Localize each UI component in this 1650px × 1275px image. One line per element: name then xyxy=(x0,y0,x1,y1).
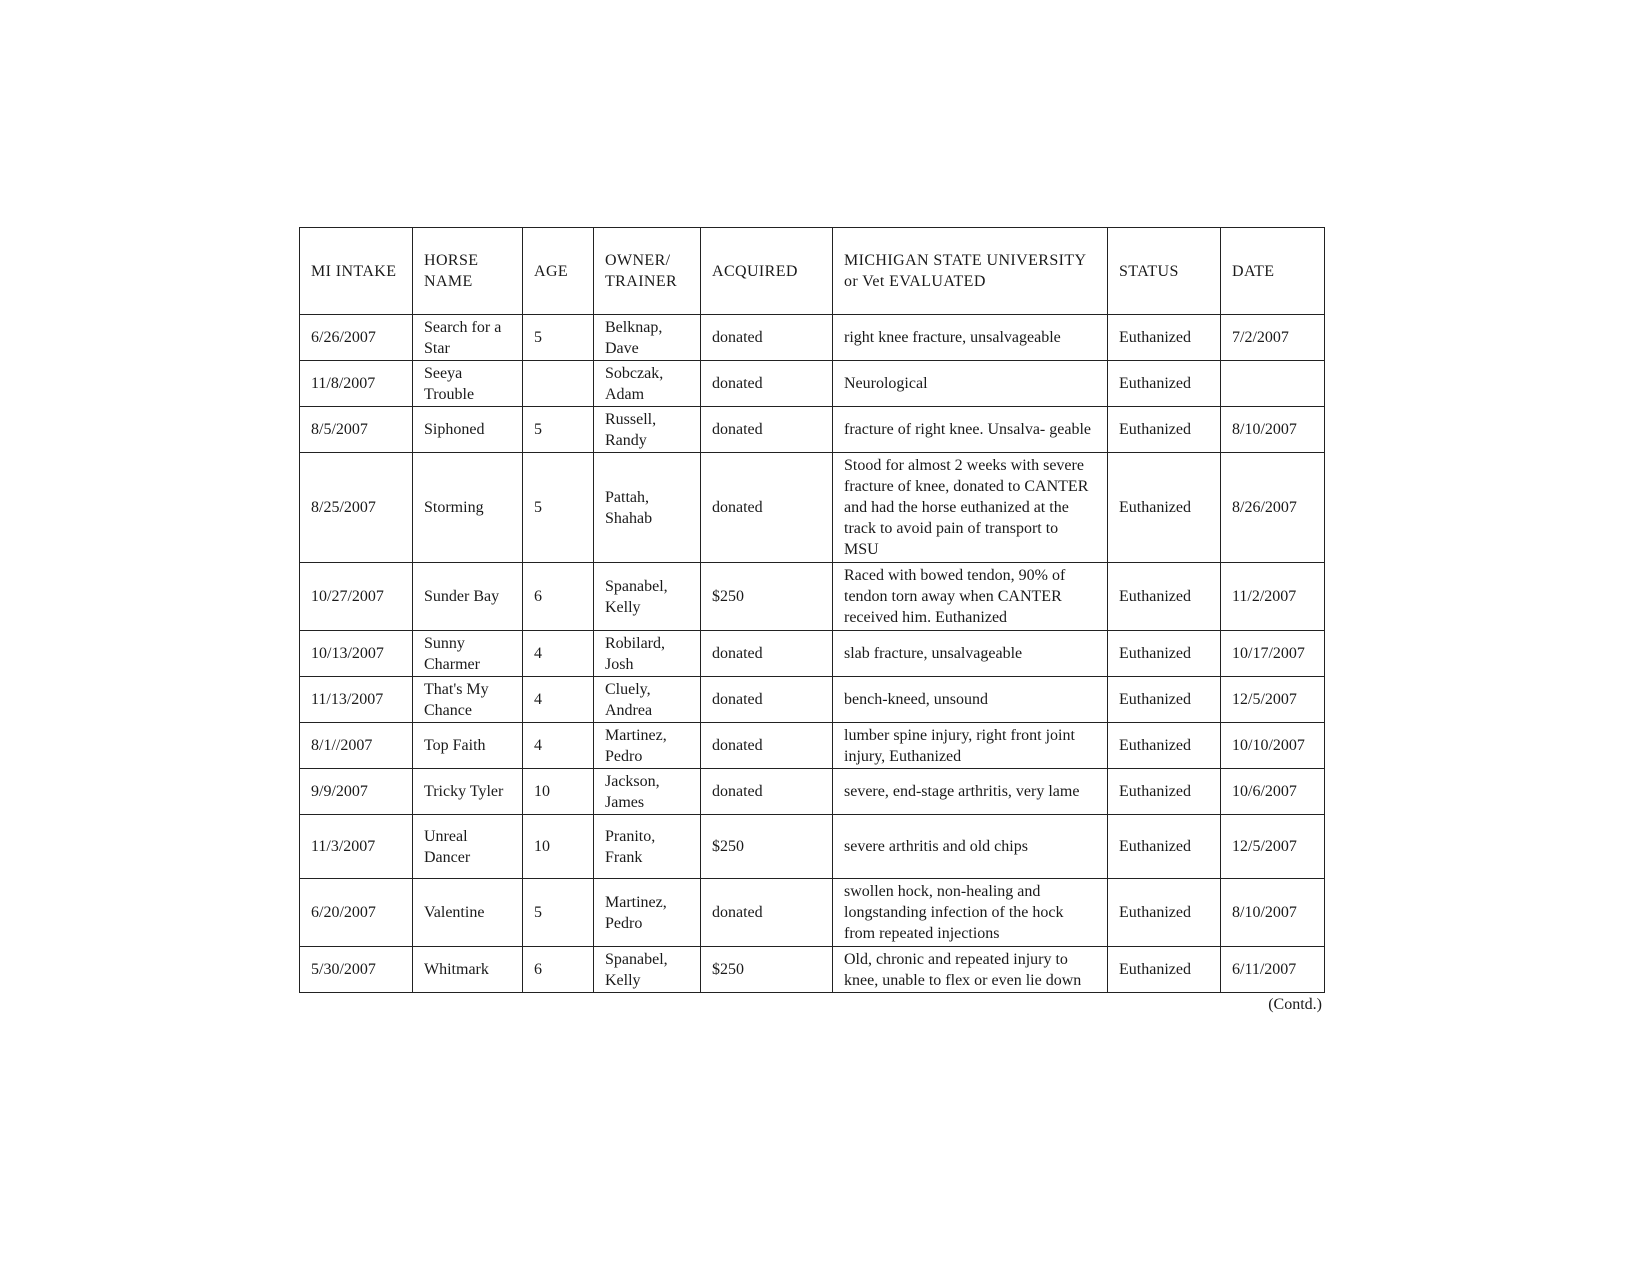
cell-age: 5 xyxy=(523,407,594,453)
cell-horse-name: Storming xyxy=(413,453,523,563)
cell-owner-trainer: Martinez, Pedro xyxy=(594,879,701,947)
cell-acquired: donated xyxy=(701,453,833,563)
cell-evaluation: slab fracture, unsalvageable xyxy=(833,631,1108,677)
cell-owner-trainer: Russell, Randy xyxy=(594,407,701,453)
cell-horse-name: Siphoned xyxy=(413,407,523,453)
header-horse-name: HORSE NAME xyxy=(413,228,523,315)
cell-date: 7/2/2007 xyxy=(1221,315,1325,361)
table-body xyxy=(300,315,1325,993)
header-owner-trainer: OWNER/ TRAINER xyxy=(594,228,701,315)
cell-status: Euthanized xyxy=(1108,769,1221,815)
cell-acquired: donated xyxy=(701,677,833,723)
cell-owner-trainer: Robilard, Josh xyxy=(594,631,701,677)
cell-intake-date: 6/20/2007 xyxy=(300,879,413,947)
cell-intake-date: 6/26/2007 xyxy=(300,315,413,361)
cell-evaluation: Stood for almost 2 weeks with severe fracture of knee, donated to CANTER and had the horse euthanized at the track to avoid pain of transport to MSU xyxy=(833,453,1108,563)
cell-age: 4 xyxy=(523,723,594,769)
cell-horse-name: Unreal Dancer xyxy=(413,815,523,879)
cell-date: 8/10/2007 xyxy=(1221,879,1325,947)
cell-evaluation: severe, end-stage arthritis, very lame xyxy=(833,769,1108,815)
cell-evaluation: Raced with bowed tendon, 90% of tendon torn away when CANTER received him. Euthanized xyxy=(833,563,1108,631)
cell-status: Euthanized xyxy=(1108,361,1221,407)
cell-age: 10 xyxy=(523,815,594,879)
cell-horse-name: Sunder Bay xyxy=(413,563,523,631)
table-row xyxy=(300,453,1325,563)
header-mi-intake: MI INTAKE xyxy=(300,228,413,315)
cell-acquired: donated xyxy=(701,315,833,361)
cell-date: 12/5/2007 xyxy=(1221,815,1325,879)
cell-horse-name: Tricky Tyler xyxy=(413,769,523,815)
table-row xyxy=(300,563,1325,631)
cell-owner-trainer: Sobczak, Adam xyxy=(594,361,701,407)
cell-age: 4 xyxy=(523,677,594,723)
cell-horse-name: Search for a Star xyxy=(413,315,523,361)
table-row xyxy=(300,315,1325,361)
cell-horse-name: Whitmark xyxy=(413,947,523,993)
cell-horse-name: Sunny Charmer xyxy=(413,631,523,677)
table-row xyxy=(300,723,1325,769)
cell-status: Euthanized xyxy=(1108,879,1221,947)
cell-date: 12/5/2007 xyxy=(1221,677,1325,723)
cell-date: 10/10/2007 xyxy=(1221,723,1325,769)
cell-intake-date: 8/1//2007 xyxy=(300,723,413,769)
cell-age: 5 xyxy=(523,879,594,947)
cell-intake-date: 9/9/2007 xyxy=(300,769,413,815)
cell-intake-date: 11/8/2007 xyxy=(300,361,413,407)
table-row xyxy=(300,879,1325,947)
table-row xyxy=(300,407,1325,453)
cell-horse-name: Seeya Trouble xyxy=(413,361,523,407)
cell-date xyxy=(1221,361,1325,407)
cell-acquired: donated xyxy=(701,631,833,677)
cell-acquired: donated xyxy=(701,407,833,453)
table-row xyxy=(300,677,1325,723)
cell-date: 8/10/2007 xyxy=(1221,407,1325,453)
cell-owner-trainer: Spanabel, Kelly xyxy=(594,947,701,993)
header-evaluated: MICHIGAN STATE UNIVERSITY or Vet EVALUATED xyxy=(833,228,1108,315)
cell-owner-trainer: Spanabel, Kelly xyxy=(594,563,701,631)
cell-evaluation: lumber spine injury, right front joint injury, Euthanized xyxy=(833,723,1108,769)
cell-status: Euthanized xyxy=(1108,815,1221,879)
cell-age: 4 xyxy=(523,631,594,677)
cell-status: Euthanized xyxy=(1108,315,1221,361)
cell-evaluation: right knee fracture, unsalvageable xyxy=(833,315,1108,361)
cell-acquired: donated xyxy=(701,879,833,947)
cell-evaluation: severe arthritis and old chips xyxy=(833,815,1108,879)
cell-owner-trainer: Belknap, Dave xyxy=(594,315,701,361)
cell-evaluation: bench-kneed, unsound xyxy=(833,677,1108,723)
cell-acquired: donated xyxy=(701,361,833,407)
cell-date: 11/2/2007 xyxy=(1221,563,1325,631)
cell-horse-name: Valentine xyxy=(413,879,523,947)
cell-acquired: donated xyxy=(701,723,833,769)
table-row xyxy=(300,631,1325,677)
cell-status: Euthanized xyxy=(1108,453,1221,563)
cell-status: Euthanized xyxy=(1108,677,1221,723)
cell-age: 10 xyxy=(523,769,594,815)
table-row xyxy=(300,361,1325,407)
cell-intake-date: 5/30/2007 xyxy=(300,947,413,993)
table-row xyxy=(300,815,1325,879)
cell-owner-trainer: Pattah, Shahab xyxy=(594,453,701,563)
header-status: STATUS xyxy=(1108,228,1221,315)
header-date: DATE xyxy=(1221,228,1325,315)
cell-age: 6 xyxy=(523,947,594,993)
cell-acquired: donated xyxy=(701,769,833,815)
cell-acquired: $250 xyxy=(701,563,833,631)
cell-age: 5 xyxy=(523,315,594,361)
cell-intake-date: 8/25/2007 xyxy=(300,453,413,563)
table-row xyxy=(300,947,1325,993)
cell-status: Euthanized xyxy=(1108,947,1221,993)
cell-evaluation: fracture of right knee. Unsalva- geable xyxy=(833,407,1108,453)
cell-evaluation: Old, chronic and repeated injury to knee, unable to flex or even lie down xyxy=(833,947,1108,993)
cell-owner-trainer: Cluely, Andrea xyxy=(594,677,701,723)
table-header-row xyxy=(300,228,1325,315)
cell-age: 5 xyxy=(523,453,594,563)
cell-intake-date: 11/13/2007 xyxy=(300,677,413,723)
cell-evaluation: swollen hock, non-healing and longstanding infection of the hock from repeated injections xyxy=(833,879,1108,947)
cell-date: 10/6/2007 xyxy=(1221,769,1325,815)
cell-date: 8/26/2007 xyxy=(1221,453,1325,563)
horse-intake-table xyxy=(299,227,1325,993)
cell-intake-date: 10/27/2007 xyxy=(300,563,413,631)
cell-owner-trainer: Pranito, Frank xyxy=(594,815,701,879)
cell-intake-date: 11/3/2007 xyxy=(300,815,413,879)
header-acquired: ACQUIRED xyxy=(701,228,833,315)
cell-owner-trainer: Jackson, James xyxy=(594,769,701,815)
cell-owner-trainer: Martinez, Pedro xyxy=(594,723,701,769)
header-age: AGE xyxy=(523,228,594,315)
cell-horse-name: That's My Chance xyxy=(413,677,523,723)
cell-status: Euthanized xyxy=(1108,723,1221,769)
cell-status: Euthanized xyxy=(1108,563,1221,631)
table-row xyxy=(300,769,1325,815)
cell-horse-name: Top Faith xyxy=(413,723,523,769)
cell-intake-date: 10/13/2007 xyxy=(300,631,413,677)
cell-acquired: $250 xyxy=(701,947,833,993)
cell-status: Euthanized xyxy=(1108,407,1221,453)
cell-evaluation: Neurological xyxy=(833,361,1108,407)
continued-note: (Contd.) xyxy=(1268,996,1322,1013)
cell-status: Euthanized xyxy=(1108,631,1221,677)
cell-age: 6 xyxy=(523,563,594,631)
cell-date: 10/17/2007 xyxy=(1221,631,1325,677)
cell-intake-date: 8/5/2007 xyxy=(300,407,413,453)
cell-acquired: $250 xyxy=(701,815,833,879)
cell-age xyxy=(523,361,594,407)
cell-date: 6/11/2007 xyxy=(1221,947,1325,993)
